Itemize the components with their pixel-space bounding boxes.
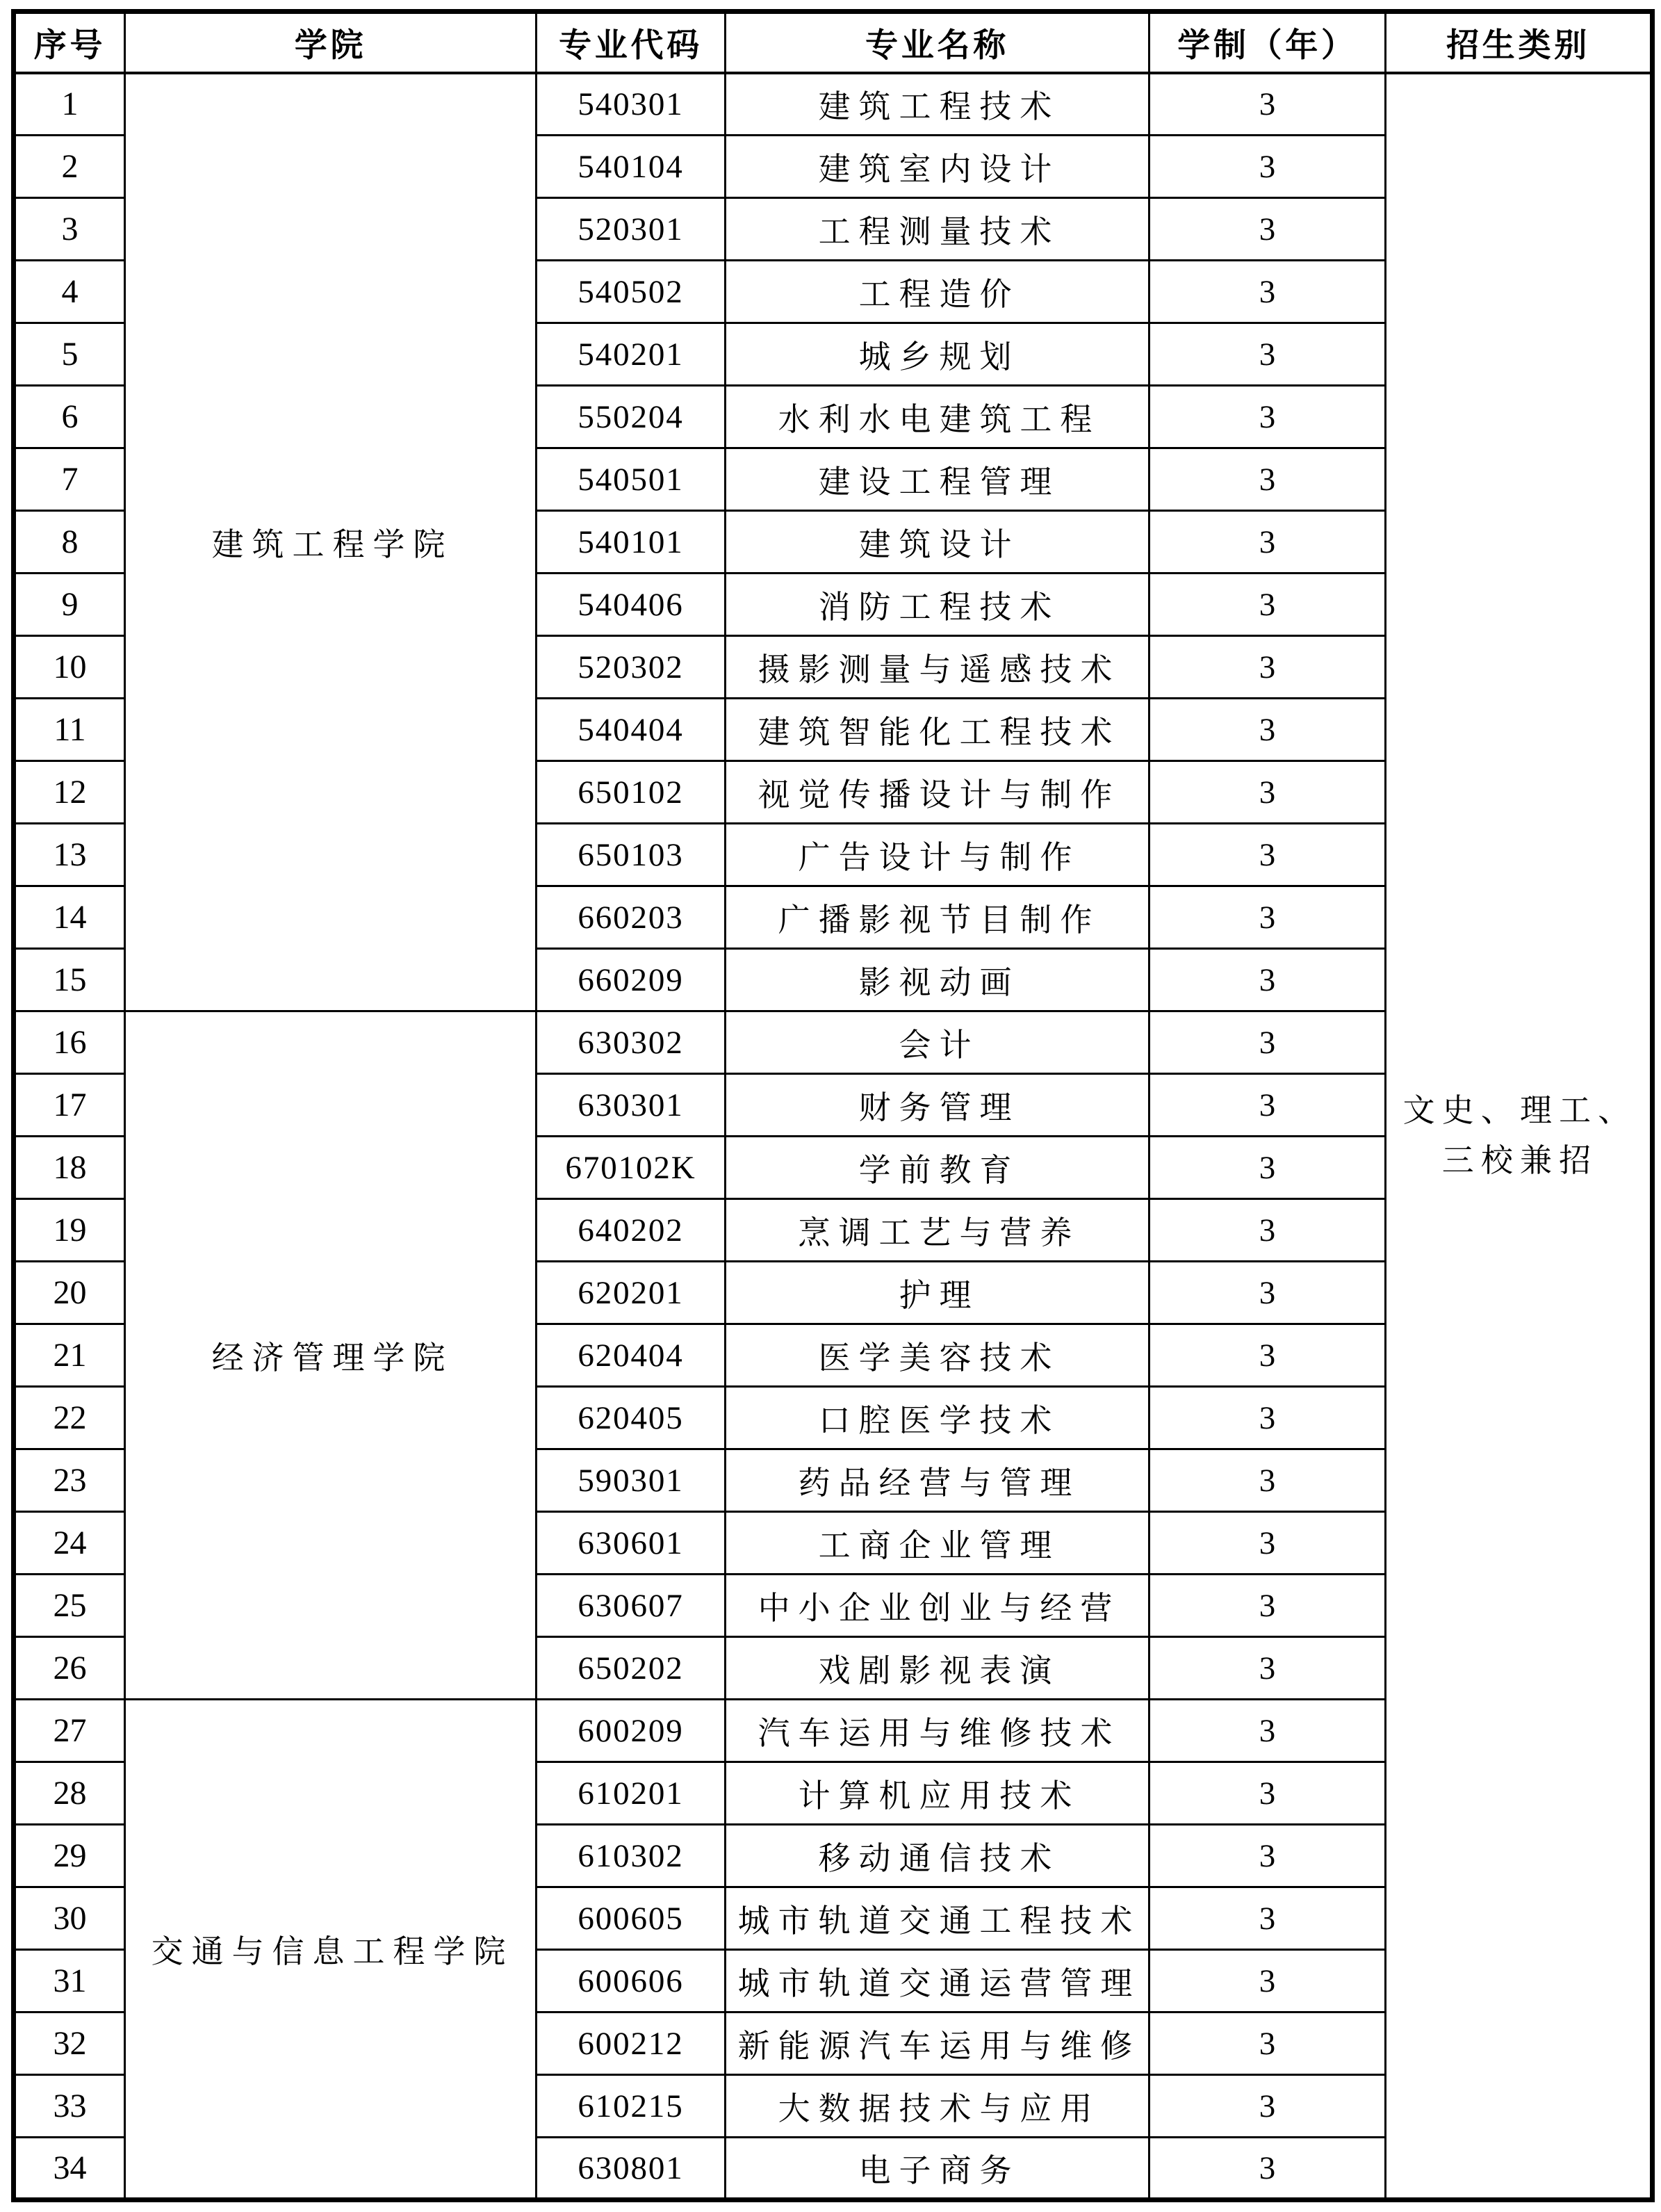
major-name-cell: 城乡规划 <box>726 323 1149 386</box>
code-cell: 630607 <box>537 1575 726 1637</box>
major-name-cell: 护理 <box>726 1262 1149 1324</box>
code-cell: 650102 <box>537 761 726 824</box>
serial-cell: 15 <box>14 949 125 1011</box>
serial-cell: 10 <box>14 636 125 699</box>
serial-cell: 13 <box>14 824 125 886</box>
college-cell: 经济管理学院 <box>125 1011 537 1700</box>
code-cell: 630302 <box>537 1011 726 1074</box>
major-name-cell: 财务管理 <box>726 1074 1149 1137</box>
major-name-cell: 广告设计与制作 <box>726 824 1149 886</box>
major-name-cell: 大数据技术与应用 <box>726 2075 1149 2138</box>
major-name-cell: 工商企业管理 <box>726 1512 1149 1575</box>
major-name-cell: 新能源汽车运用与维修 <box>726 2012 1149 2075</box>
code-cell: 650202 <box>537 1637 726 1700</box>
col-header-code: 专业代码 <box>537 12 726 73</box>
serial-cell: 17 <box>14 1074 125 1137</box>
major-name-cell: 城市轨道交通工程技术 <box>726 1887 1149 1950</box>
serial-cell: 1 <box>14 73 125 136</box>
years-cell: 3 <box>1149 761 1386 824</box>
code-cell: 520301 <box>537 198 726 261</box>
col-header-name: 专业名称 <box>726 12 1149 73</box>
major-name-cell: 烹调工艺与营养 <box>726 1199 1149 1262</box>
years-cell: 3 <box>1149 1449 1386 1512</box>
serial-cell: 28 <box>14 1762 125 1825</box>
serial-cell: 6 <box>14 386 125 448</box>
header-row <box>14 12 1653 73</box>
serial-cell: 9 <box>14 574 125 636</box>
years-cell: 3 <box>1149 1762 1386 1825</box>
serial-cell: 2 <box>14 136 125 198</box>
major-name-cell: 中小企业创业与经营 <box>726 1575 1149 1637</box>
years-cell: 3 <box>1149 511 1386 574</box>
years-cell: 3 <box>1149 1700 1386 1762</box>
code-cell: 660203 <box>537 886 726 949</box>
years-cell: 3 <box>1149 1887 1386 1950</box>
category-cell <box>1386 73 1653 2200</box>
serial-cell: 12 <box>14 761 125 824</box>
code-cell: 650103 <box>537 824 726 886</box>
years-cell: 3 <box>1149 2075 1386 2138</box>
major-name-cell: 移动通信技术 <box>726 1825 1149 1887</box>
code-cell: 610215 <box>537 2075 726 2138</box>
major-name-cell: 建筑室内设计 <box>726 136 1149 198</box>
serial-cell: 7 <box>14 448 125 511</box>
years-cell: 3 <box>1149 1512 1386 1575</box>
years-cell: 3 <box>1149 1387 1386 1449</box>
code-cell: 610302 <box>537 1825 726 1887</box>
code-cell: 540406 <box>537 574 726 636</box>
major-name-cell: 摄影测量与遥感技术 <box>726 636 1149 699</box>
serial-cell: 31 <box>14 1950 125 2012</box>
major-name-cell: 建设工程管理 <box>726 448 1149 511</box>
code-cell: 620405 <box>537 1387 726 1449</box>
serial-cell: 21 <box>14 1324 125 1387</box>
table-header <box>14 12 1653 73</box>
code-cell: 630601 <box>537 1512 726 1575</box>
col-header-college: 学院 <box>125 12 537 73</box>
major-name-cell: 汽车运用与维修技术 <box>726 1700 1149 1762</box>
code-cell: 540104 <box>537 136 726 198</box>
col-header-category: 招生类别 <box>1386 12 1653 73</box>
years-cell: 3 <box>1149 1262 1386 1324</box>
serial-cell: 27 <box>14 1700 125 1762</box>
years-cell: 3 <box>1149 1950 1386 2012</box>
code-cell: 520302 <box>537 636 726 699</box>
years-cell: 3 <box>1149 699 1386 761</box>
serial-cell: 23 <box>14 1449 125 1512</box>
major-name-cell: 视觉传播设计与制作 <box>726 761 1149 824</box>
code-cell: 630301 <box>537 1074 726 1137</box>
major-name-cell: 药品经营与管理 <box>726 1449 1149 1512</box>
code-cell: 620201 <box>537 1262 726 1324</box>
years-cell: 3 <box>1149 2138 1386 2200</box>
major-name-cell: 会计 <box>726 1011 1149 1074</box>
years-cell: 3 <box>1149 261 1386 323</box>
code-cell: 600209 <box>537 1700 726 1762</box>
years-cell: 3 <box>1149 1324 1386 1387</box>
code-cell: 620404 <box>537 1324 726 1387</box>
category-line: 三校兼招 <box>1441 1142 1598 1178</box>
serial-cell: 14 <box>14 886 125 949</box>
serial-cell: 25 <box>14 1575 125 1637</box>
code-cell: 540501 <box>537 448 726 511</box>
serial-cell: 24 <box>14 1512 125 1575</box>
serial-cell: 26 <box>14 1637 125 1700</box>
serial-cell: 16 <box>14 1011 125 1074</box>
code-cell: 670102K <box>537 1137 726 1199</box>
years-cell: 3 <box>1149 323 1386 386</box>
years-cell: 3 <box>1149 198 1386 261</box>
col-header-no: 序号 <box>14 12 125 73</box>
major-name-cell: 城市轨道交通运营管理 <box>726 1950 1149 2012</box>
code-cell: 540101 <box>537 511 726 574</box>
code-cell: 550204 <box>537 386 726 448</box>
years-cell: 3 <box>1149 1825 1386 1887</box>
code-cell: 640202 <box>537 1199 726 1262</box>
code-cell: 540502 <box>537 261 726 323</box>
years-cell: 3 <box>1149 73 1386 136</box>
serial-cell: 4 <box>14 261 125 323</box>
years-cell: 3 <box>1149 1637 1386 1700</box>
years-cell: 3 <box>1149 448 1386 511</box>
years-cell: 3 <box>1149 2012 1386 2075</box>
admissions-table <box>11 9 1655 2202</box>
years-cell: 3 <box>1149 1137 1386 1199</box>
years-cell: 3 <box>1149 1011 1386 1074</box>
major-name-cell: 建筑智能化工程技术 <box>726 699 1149 761</box>
major-name-cell: 口腔医学技术 <box>726 1387 1149 1449</box>
major-name-cell: 医学美容技术 <box>726 1324 1149 1387</box>
years-cell: 3 <box>1149 1199 1386 1262</box>
major-name-cell: 戏剧影视表演 <box>726 1637 1149 1700</box>
major-name-cell: 学前教育 <box>726 1137 1149 1199</box>
major-name-cell: 广播影视节目制作 <box>726 886 1149 949</box>
college-cell: 交通与信息工程学院 <box>125 1700 537 2200</box>
code-cell: 610201 <box>537 1762 726 1825</box>
serial-cell: 33 <box>14 2075 125 2138</box>
serial-cell: 22 <box>14 1387 125 1449</box>
code-cell: 590301 <box>537 1449 726 1512</box>
serial-cell: 32 <box>14 2012 125 2075</box>
serial-cell: 30 <box>14 1887 125 1950</box>
table-row <box>14 73 1653 136</box>
years-cell: 3 <box>1149 1575 1386 1637</box>
years-cell: 3 <box>1149 1074 1386 1137</box>
major-name-cell: 建筑工程技术 <box>726 73 1149 136</box>
code-cell: 540301 <box>537 73 726 136</box>
major-name-cell: 建筑设计 <box>726 511 1149 574</box>
code-cell: 540404 <box>537 699 726 761</box>
years-cell: 3 <box>1149 636 1386 699</box>
serial-cell: 19 <box>14 1199 125 1262</box>
category-line: 文史、理工、 <box>1402 1093 1637 1129</box>
serial-cell: 11 <box>14 699 125 761</box>
code-cell: 630801 <box>537 2138 726 2200</box>
serial-cell: 29 <box>14 1825 125 1887</box>
code-cell: 600606 <box>537 1950 726 2012</box>
years-cell: 3 <box>1149 886 1386 949</box>
serial-cell: 8 <box>14 511 125 574</box>
serial-cell: 3 <box>14 198 125 261</box>
years-cell: 3 <box>1149 136 1386 198</box>
code-cell: 540201 <box>537 323 726 386</box>
code-cell: 660209 <box>537 949 726 1011</box>
serial-cell: 20 <box>14 1262 125 1324</box>
years-cell: 3 <box>1149 386 1386 448</box>
major-name-cell: 电子商务 <box>726 2138 1149 2200</box>
code-cell: 600212 <box>537 2012 726 2075</box>
serial-cell: 5 <box>14 323 125 386</box>
major-name-cell: 工程造价 <box>726 261 1149 323</box>
major-name-cell: 消防工程技术 <box>726 574 1149 636</box>
years-cell: 3 <box>1149 949 1386 1011</box>
col-header-years: 学制（年） <box>1149 12 1386 73</box>
college-cell: 建筑工程学院 <box>125 73 537 1011</box>
major-name-cell: 水利水电建筑工程 <box>726 386 1149 448</box>
serial-cell: 34 <box>14 2138 125 2200</box>
serial-cell: 18 <box>14 1137 125 1199</box>
years-cell: 3 <box>1149 574 1386 636</box>
code-cell: 600605 <box>537 1887 726 1950</box>
major-name-cell: 计算机应用技术 <box>726 1762 1149 1825</box>
major-name-cell: 影视动画 <box>726 949 1149 1011</box>
years-cell: 3 <box>1149 824 1386 886</box>
table-body <box>14 73 1653 2200</box>
major-name-cell: 工程测量技术 <box>726 198 1149 261</box>
